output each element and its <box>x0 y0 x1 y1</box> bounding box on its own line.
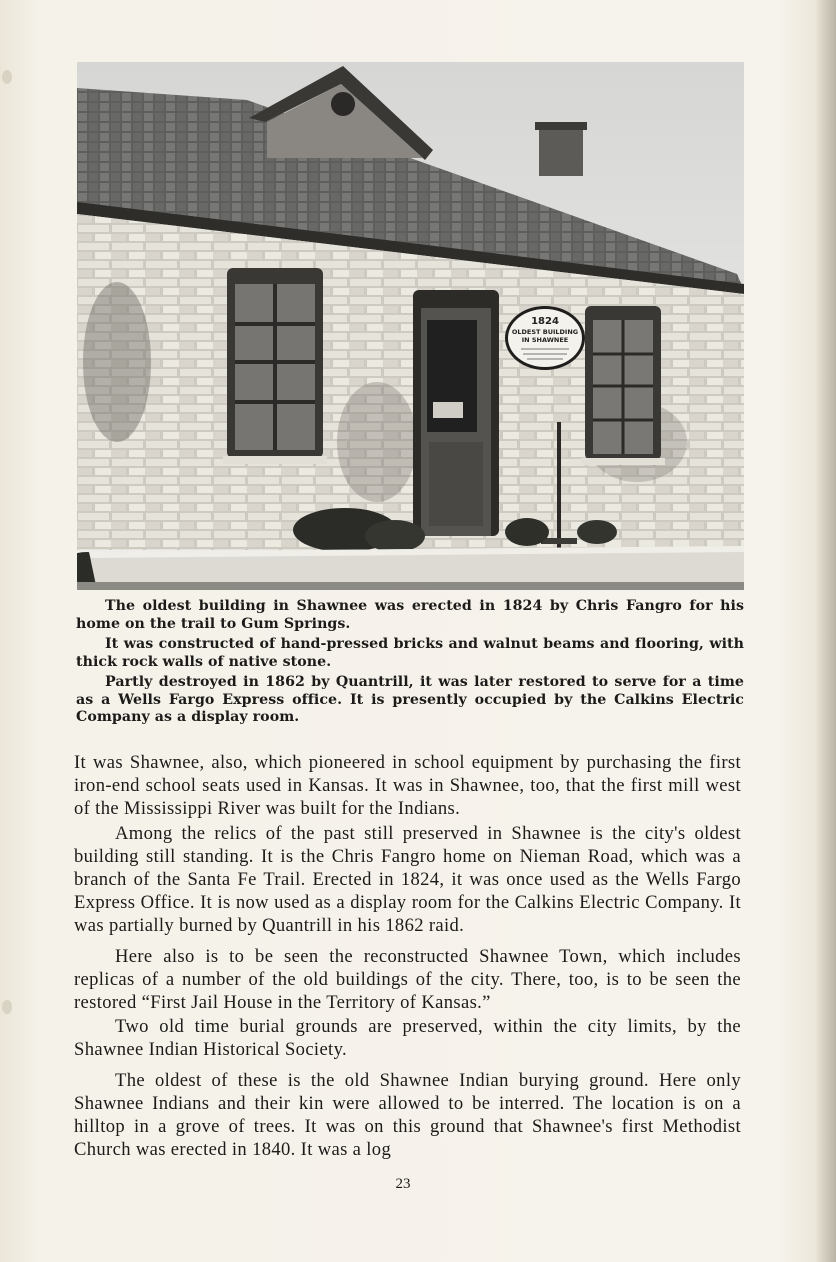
body-text <box>74 751 741 1162</box>
caption-paragraph: The oldest building in Shawnee was erected in 1824 by Chris Fangro for his home on the trail to Gum Springs. <box>76 598 744 632</box>
building-illustration <box>77 62 744 590</box>
plaque-line-2: OLDEST BUILDING <box>511 328 579 336</box>
body-paragraph: It was Shawnee, also, which pioneered in school equipment by purchasing the first iron-end school seats used in Kansas. It was in Shawnee, too, that the first mill west of the Mississippi River was built for the Indians. <box>74 752 741 820</box>
binding-mark <box>2 70 12 84</box>
body-paragraph: Among the relics of the past still preserved in Shawnee is the city's oldest building still standing. It is the Chris Fangro home on Nieman Road, which was a branch of the Santa Fe Trail. Erected in 1824, it was once used as the Wells Fargo Express Office. It is now used as a display room for the Calkins Electric Company. It was partially burned by Quantrill in his 1862 raid. <box>74 822 741 937</box>
photo-caption <box>76 598 744 730</box>
body-paragraph: Here also is to be seen the reconstructed Shawnee Town, which includes replicas of a number of the old buildings of the city. There, too, is to be seen the restored “First Jail House in the Territory of Kansas.” <box>74 945 741 1014</box>
body-paragraph: The oldest of these is the old Shawnee Indian burying ground. Here only Shawnee Indians and their kin were allowed to be interred. The location is on a hilltop in a grove of trees. It was on this ground that Shawnee's first Methodist Church was erected in 1840. It was a log <box>74 1069 741 1161</box>
page-number: 23 <box>395 1176 411 1192</box>
binding-mark <box>2 1000 12 1014</box>
plaque-line-3: IN SHAWNEE <box>521 336 569 344</box>
caption-paragraph: It was constructed of hand-pressed bricks and walnut beams and flooring, with thick rock walls of native stone. <box>76 636 744 670</box>
photo-oldest-building <box>77 62 744 590</box>
caption-paragraph: Partly destroyed in 1862 by Quantrill, it was later restored to serve for a time as a Wells Fargo Express office. It is presently occupied by the Calkins Electric Company as a display room. <box>76 674 744 725</box>
body-paragraph: Two old time burial grounds are preserved, within the city limits, by the Shawnee Indian Historical Society. <box>74 1016 741 1061</box>
plaque-year: 1824 <box>531 316 559 327</box>
